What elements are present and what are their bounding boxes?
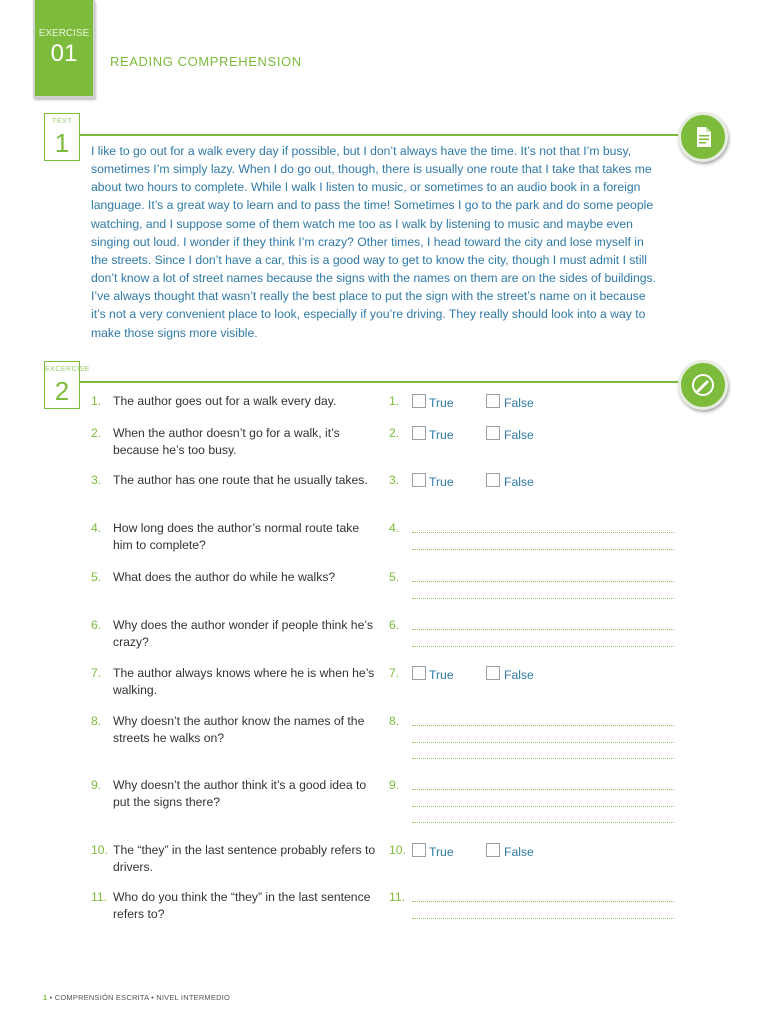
false-checkbox[interactable] [486,473,500,487]
true-checkbox[interactable] [412,473,426,487]
answer-number: 5. [389,570,400,584]
question-text: The author has one route that he usually takes. [113,473,368,487]
true-label: True [429,475,454,489]
answer-line[interactable] [412,758,674,759]
true-checkbox[interactable] [412,394,426,408]
true-checkbox[interactable] [412,843,426,857]
answer-number: 7. [389,666,400,680]
question-number: 2. [91,426,102,440]
false-checkbox[interactable] [486,666,500,680]
false-label: False [504,396,534,410]
exercise-tab [33,0,95,98]
footer-text: • COMPRENSIÓN ESCRITA • NIVEL INTERMEDIO [47,993,231,1002]
question-number: 4. [91,521,102,535]
question-text: Who do you think the “they” in the last sentence refers to? [113,890,371,921]
question-text: Why doesn’t the author know the names of the streets he walks on? [113,714,365,745]
false-label: False [504,475,534,489]
false-checkbox[interactable] [486,394,500,408]
question-4 [91,520,381,553]
answer-number: 8. [389,714,400,728]
answer-line[interactable] [412,806,674,807]
exercise-word: EXERCISE [38,28,90,39]
question-text: Why does the author wonder if people think he’s crazy? [113,618,373,649]
answer-number: 6. [389,618,400,632]
answer-line[interactable] [412,549,674,550]
question-8 [91,713,381,746]
true-label: True [429,396,454,410]
page-footer [43,993,230,1002]
question-number: 3. [91,473,102,487]
question-6 [91,617,381,650]
answer-line[interactable] [412,598,674,599]
answer-number: 3. [389,473,400,487]
question-number: 9. [91,778,102,792]
question-9 [91,777,381,810]
exercise-section-box [44,361,90,409]
question-5 [91,569,381,586]
text-section-rule [80,134,690,136]
question-number: 8. [91,714,102,728]
answer-number: 9. [389,778,400,792]
question-text: The author goes out for a walk every day. [113,394,337,408]
question-text: The “they” in the last sentence probably refers to drivers. [113,843,376,874]
exercise-section-label: EXCERCISE [45,366,90,373]
answer-line[interactable] [412,822,674,823]
question-number: 7. [91,666,102,680]
question-number: 6. [91,618,102,632]
question-3 [91,472,381,489]
false-label: False [504,668,534,682]
answer-line[interactable] [412,581,674,582]
true-checkbox[interactable] [412,666,426,680]
answer-number: 10. [389,843,406,857]
question-10 [91,842,381,875]
question-number: 1. [91,394,102,408]
true-label: True [429,428,454,442]
answer-line[interactable] [412,532,674,533]
question-number: 11. [91,890,108,904]
question-text: Why doesn’t the author think it’s a good idea to put the signs there? [113,778,367,809]
text-section-label: TEXT [52,118,72,125]
question-7 [91,665,381,698]
answer-line[interactable] [412,742,674,743]
false-checkbox[interactable] [486,426,500,440]
false-checkbox[interactable] [486,843,500,857]
answer-number: 1. [389,394,400,408]
reading-passage: I like to go out for a walk every day if possible, but I don’t always have the time. It’s not that I’m busy, sometimes I’m simply lazy. When I do go out, though, there is usually one route that I take that takes me about two hours to complete. While I walk I listen to music, or sometimes to an audio book in a foreign language. It’s a great way to learn and to pass the time! Sometimes I go to the park and do some people watching, and I suppose some of them watch me too as I walk by listening to music and maybe even singing out loud. I wonder if they think I’m crazy? Other times, I head toward the city and lose myself in the streets. Since I don’t have a car, this is a good way to get to know the city, though I must admit I still don’t know a lot of street names because the signs with the names on them are on the sides of buildings. I’ve always thought that wasn’t really the best place to put the sign with the street’s name on it because it’s not a very convenient place to look, especially if you’re driving. They really should look into a way to make those signs more visible. [91,144,657,340]
answer-number: 2. [389,426,400,440]
exercise-section-rule [80,381,690,383]
true-label: True [429,668,454,682]
answer-line[interactable] [412,901,674,902]
text-section-box [44,113,80,161]
document-icon [678,112,728,162]
text-section-number: 1 [54,128,70,158]
question-number: 5. [91,570,102,584]
page-number: 1 [43,993,48,1002]
answer-line[interactable] [412,789,674,790]
question-11 [91,889,381,922]
exercise-number: 01 [50,40,78,67]
true-checkbox[interactable] [412,426,426,440]
question-number: 10. [91,843,108,857]
question-2 [91,425,381,458]
exercise-section-number: 2 [54,376,70,406]
question-1 [91,393,381,410]
question-text: What does the author do while he walks? [113,570,336,584]
false-label: False [504,428,534,442]
answer-line[interactable] [412,725,674,726]
answer-line[interactable] [412,646,674,647]
answer-line[interactable] [412,918,674,919]
question-text: When the author doesn’t go for a walk, it’s because he’s too busy. [113,426,340,457]
answer-line[interactable] [412,629,674,630]
question-text: How long does the author’s normal route take him to complete? [113,521,360,552]
answer-number: 11. [389,890,406,904]
answer-number: 4. [389,521,400,535]
true-label: True [429,845,454,859]
false-label: False [504,845,534,859]
exercise-title: READING COMPREHENSION [110,54,302,69]
question-text: The author always knows where he is when he’s walking. [113,666,375,697]
pencil-icon [678,360,728,410]
